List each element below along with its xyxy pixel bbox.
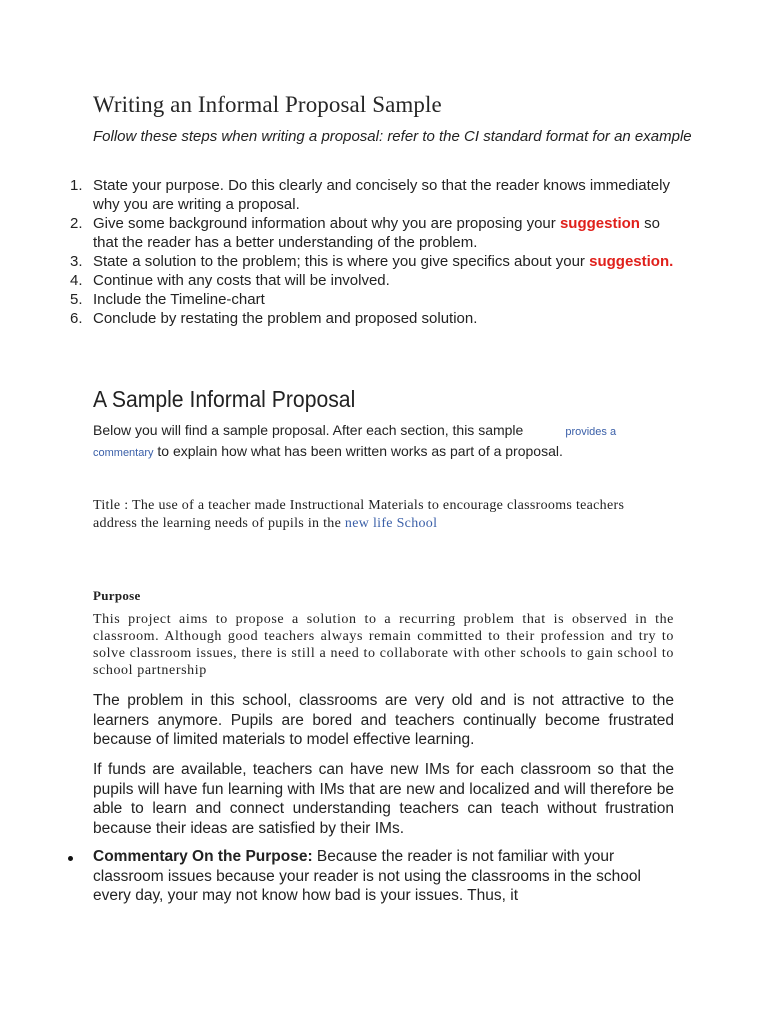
proposal-title: Title : The use of a teacher made Instructional Materials to encourage classrooms teachers address the learning needs of pupils in the new life School — [93, 498, 625, 531]
highlight-suggestion: suggestion — [559, 215, 640, 232]
page-title: Writing an Informal Proposal Sample — [93, 92, 442, 117]
purpose-text: This project aims to propose a solution to a recurring problem that is observed in the classroom. Although good teachers always remain committed to their profession and try to solve classroom issues, there is still a need to collaborate with other schools to gain school to school partnership — [93, 612, 674, 678]
sample-intro: Below you will find a sample proposal. After each section, this sample provides a commentary to explain how what has been written works as part of a proposal. — [93, 422, 617, 459]
intro-text: Follow these steps when writing a proposal: refer to the CI standard format for an example — [93, 128, 692, 145]
section-heading: A Sample Informal Proposal — [93, 386, 356, 412]
purpose-heading: Purpose — [93, 588, 141, 603]
paragraph-problem: The problem in this school, classrooms are very old and is not attractive to the learners anymore. Pupils are bored and teachers continually become frustrated because of limited materials to model effective learning. — [93, 692, 674, 748]
steps-list — [70, 176, 683, 328]
list-item: 1. State your purpose. Do this clearly and concisely so that the reader knows immediately why you are writing a proposal. — [70, 177, 670, 213]
bullet-icon — [68, 856, 73, 861]
highlight-suggestion: suggestion. — [589, 253, 674, 270]
paragraph-funds: If funds are available, teachers can have new IMs for each classroom so that the pupils will have fun learning with IMs that are new and localized and will therefore be able to learn and connect understanding teachers can teach without frustration because their ideas are satisfied by their IMs. — [93, 761, 674, 837]
commentary-link[interactable]: commentary — [93, 447, 154, 459]
provides-link[interactable]: provides a — [565, 426, 617, 438]
school-link[interactable]: new life School — [344, 516, 438, 531]
list-item: 4. Continue with any costs that will be involved. — [70, 272, 390, 289]
list-item: 5. Include the Timeline-chart — [70, 291, 265, 308]
list-item: 6. Conclude by restating the problem and proposed solution. — [70, 310, 478, 327]
list-item: 2. Give some background information about why you are proposing your suggestion so that the reader has a better understanding of the problem. — [70, 215, 660, 251]
commentary-label: Commentary On the Purpose: — [93, 848, 313, 865]
list-item: 3. State a solution to the problem; this is where you give specifics about your suggestion. — [70, 253, 674, 270]
commentary-item: Commentary On the Purpose: Because the reader is not familiar with your classroom issues because your reader is not using the classrooms in the school every day, your may not know how bad is your issues. Thus, it — [93, 848, 641, 904]
